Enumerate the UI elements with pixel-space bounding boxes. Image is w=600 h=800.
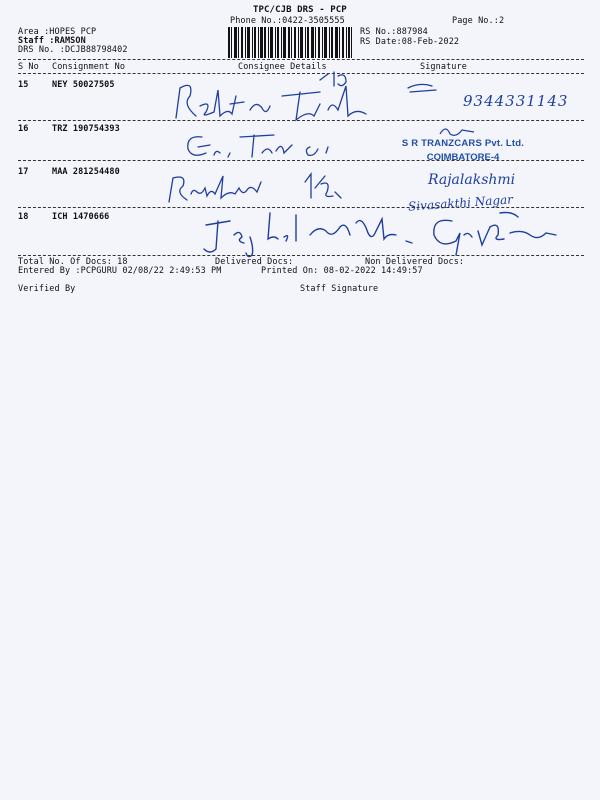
column-header-consignment: Consignment No <box>52 62 126 72</box>
row-sno: 15 <box>18 80 29 90</box>
handwritten-consignee-signature <box>170 70 460 125</box>
column-header-signature: Signature <box>420 62 467 72</box>
rs-date: RS Date:08-Feb-2022 <box>360 37 460 47</box>
column-header-sno: S No <box>18 62 39 72</box>
total-docs: Total No. Of Docs: 18 <box>18 257 128 267</box>
row-consignment: MAA 281254480 <box>52 167 120 177</box>
row-consignment: NEY 50027505 <box>52 80 115 90</box>
divider <box>18 160 584 161</box>
drs-number: DRS No. :DCJB88798402 <box>18 45 128 55</box>
handwritten-phone: 9344331143 <box>463 92 569 110</box>
handwritten-consignee-address: Sivasakthi Nagar <box>407 192 514 214</box>
row-sno: 16 <box>18 124 29 134</box>
row-sno: 18 <box>18 212 29 222</box>
document-title: TPC/CJB DRS - PCP <box>253 5 347 15</box>
staff-signature-label: Staff Signature <box>300 284 379 294</box>
entered-by: Entered By :PCPGURU 02/08/22 2:49:53 PM <box>18 266 222 276</box>
stamp-city: COIMBATORE-4 <box>426 152 500 163</box>
area-label: Area :HOPES PCP <box>18 27 97 37</box>
divider <box>18 255 584 256</box>
divider <box>18 120 584 121</box>
handwritten-consignee-signature <box>165 168 365 208</box>
column-header-consignee: Consignee Details <box>238 62 327 72</box>
printed-on: Printed On: 08-02-2022 14:49:57 <box>261 266 423 276</box>
rs-number: RS No.:887984 <box>360 27 428 37</box>
phone-number: Phone No.:0422-3505555 <box>230 16 345 26</box>
page-number: Page No.:2 <box>452 16 505 26</box>
stamp-company-name: S R TRANZCARS Pvt. Ltd. <box>401 138 525 149</box>
row-sno: 17 <box>18 167 29 177</box>
handwritten-consignee-signature <box>200 205 580 260</box>
non-delivered-docs: Non Delivered Docs: <box>365 257 465 267</box>
barcode-image <box>228 27 352 58</box>
delivered-docs: Delivered Docs: <box>215 257 294 267</box>
divider <box>18 59 584 60</box>
row-consignment: ICH 1470666 <box>52 212 110 222</box>
staff-label: Staff :RAMSON <box>18 36 86 46</box>
verified-by-label: Verified By <box>18 284 76 294</box>
handwritten-consignee-signature <box>180 123 380 163</box>
row-consignment: TRZ 190754393 <box>52 124 120 134</box>
handwritten-consignee-name: Rajalakshmi <box>428 172 516 188</box>
